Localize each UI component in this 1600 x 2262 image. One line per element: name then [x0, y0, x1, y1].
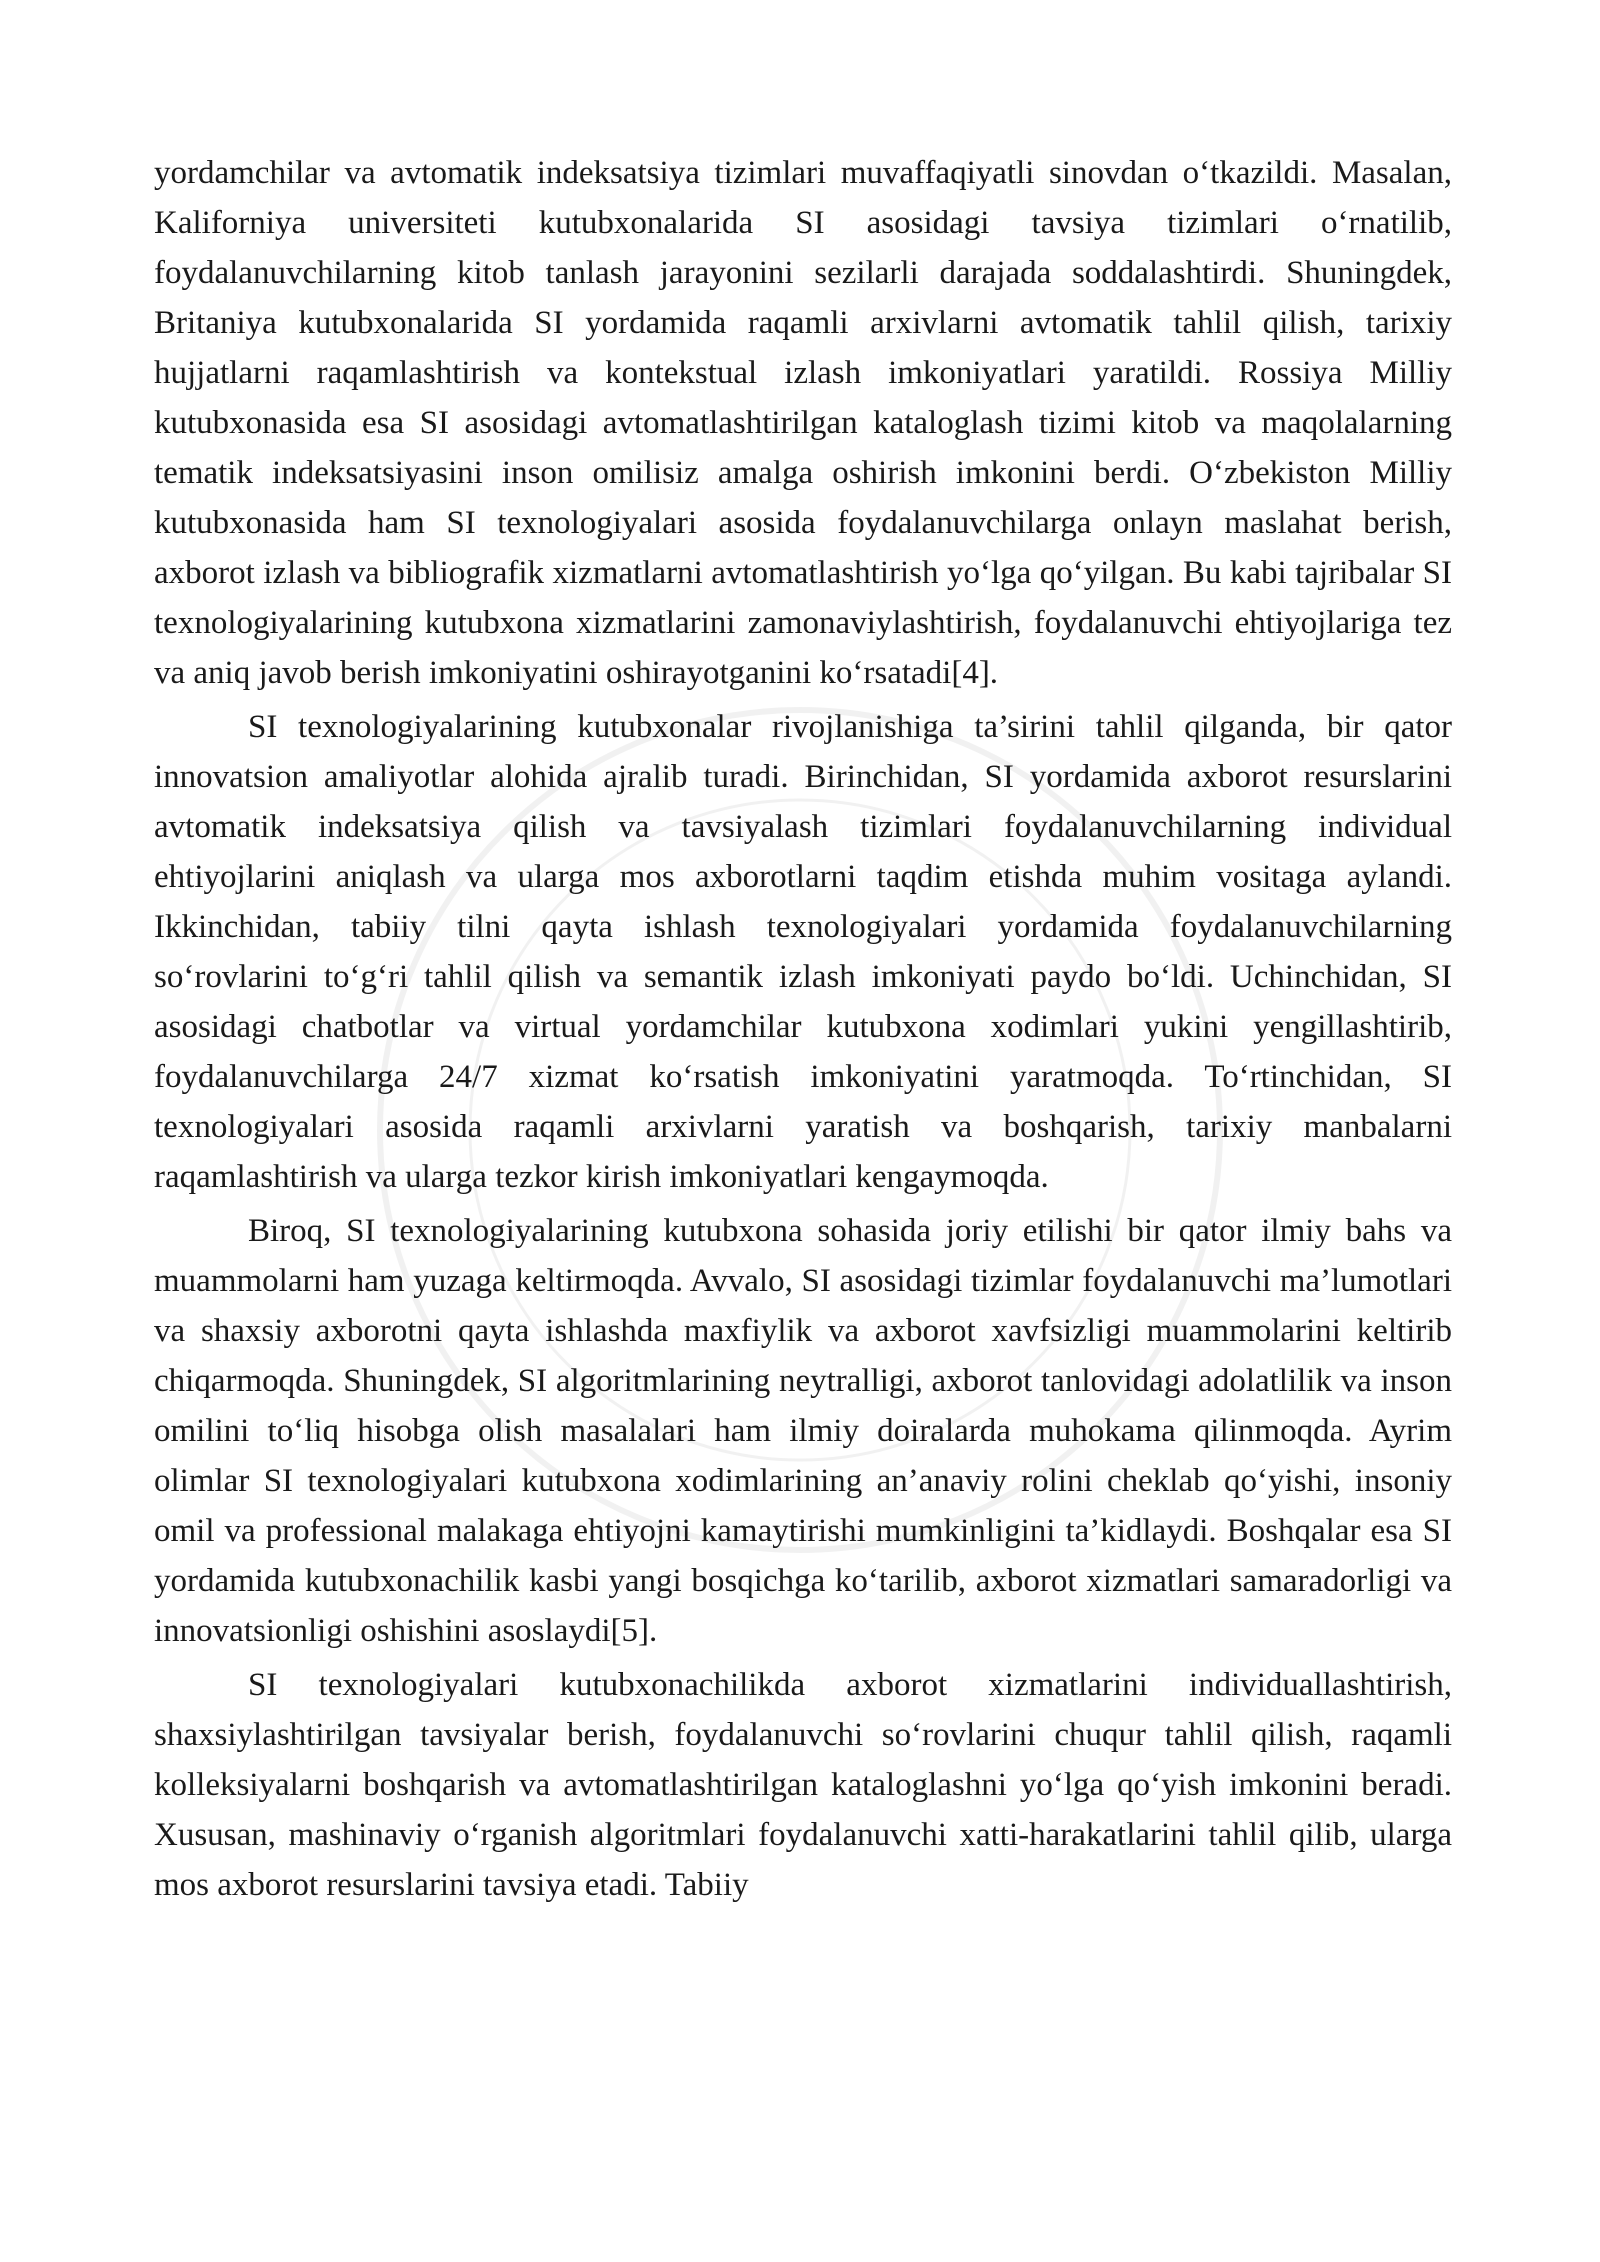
paragraph-4: SI texnologiyalari kutubxonachilikda axborot xizmatlarini individuallashtirish, shaxsiylashtirilgan tavsiyalar berish, foydalanuvchi so‘rovlarini chuqur tahlil qilish, raqamli kolleksiyalarni boshqarish va avtomatlashtirilgan kataloglashni yo‘lga qo‘yish imkonini beradi. Xususan, mashinaviy o‘rganish algoritmlari foydalanuvchi xatti-harakatlarini tahlil qilib, ularga mos axborot resurslarini tavsiya etadi. Tabiiy: [154, 1667, 1452, 1903]
paragraph-2: SI texnologiyalarining kutubxonalar rivojlanishiga ta’sirini tahlil qilganda, bir qator innovatsion amaliyotlar alohida ajralib turadi. Birinchidan, SI yordamida axborot resurslarini avtomatik indeksatsiya qilish va tavsiyalash tizimlari foydalanuvchilarning individual ehtiyojlarini aniqlash va ularga mos axborotlarni taqdim etishda muhim vositaga aylandi. Ikkinchidan, tabiiy tilni qayta ishlash texnologiyalari yordamida foydalanuvchilarning so‘rovlarini to‘g‘ri tahlil qilish va semantik izlash imkoniyati paydo bo‘ldi. Uchinchidan, SI asosidagi chatbotlar va virtual yordamchilar kutubxona xodimlari yukini yengillashtirib, foydalanuvchilarga 24/7 xizmat ko‘rsatish imkoniyatini yaratmoqda. To‘rtinchidan, SI texnologiyalari asosida raqamli arxivlarni yaratish va boshqarish, tarixiy manbalarni raqamlashtirish va ularga tezkor kirish imkoniyatlari kengaymoqda.: [154, 709, 1452, 1195]
paragraph-3: Biroq, SI texnologiyalarining kutubxona sohasida joriy etilishi bir qator ilmiy bahs va muammolarni ham yuzaga keltirmoqda. Avvalo, SI asosidagi tizimlar foydalanuvchi ma’lumotlari va shaxsiy axborotni qayta ishlashda maxfiylik va axborot xavfsizligi muammolarini keltirib chiqarmoqda. Shuningdek, SI algoritmlarining neytralligi, axborot tanlovidagi adolatlilik va inson omilini to‘liq hisobga olish masalalari ham ilmiy doiralarda muhokama qilinmoqda. Ayrim olimlar SI texnologiyalari kutubxona xodimlarining an’anaviy rolini cheklab qo‘yishi, insoniy omil va professional malakaga ehtiyojni kamaytirishi mumkinligini ta’kidlaydi. Boshqalar esa SI yordamida kutubxonachilik kasbi yangi bosqichga ko‘tarilib, axborot xizmatlari samaradorligi va innovatsionligi oshishini asoslaydi[5].: [154, 1213, 1452, 1649]
document-page: [154, 148, 1452, 1914]
paragraph-1: yordamchilar va avtomatik indeksatsiya tizimlari muvaffaqiyatli sinovdan o‘tkazildi. Masalan, Kaliforniya universiteti kutubxonalarida SI asosidagi tavsiya tizimlari o‘rnatilib, foydalanuvchilarning kitob tanlash jarayonini sezilarli darajada soddalashtirdi. Shuningdek, Britaniya kutubxonalarida SI yordamida raqamli arxivlarni avtomatik tahlil qilish, tarixiy hujjatlarni raqamlashtirish va kontekstual izlash imkoniyatlari yaratildi. Rossiya Milliy kutubxonasida esa SI asosidagi avtomatlashtirilgan kataloglash tizimi kitob va maqolalarning tematik indeksatsiyasini inson omilisiz amalga oshirish imkonini berdi. O‘zbekiston Milliy kutubxonasida ham SI texnologiyalari asosida foydalanuvchilarga onlayn maslahat berish, axborot izlash va bibliografik xizmatlarni avtomatlashtirish yo‘lga qo‘yilgan. Bu kabi tajribalar SI texnologiyalarining kutubxona xizmatlarini zamonaviylashtirish, foydalanuvchi ehtiyojlariga tez va aniq javob berish imkoniyatini oshirayotganini ko‘rsatadi[4].: [154, 155, 1452, 691]
